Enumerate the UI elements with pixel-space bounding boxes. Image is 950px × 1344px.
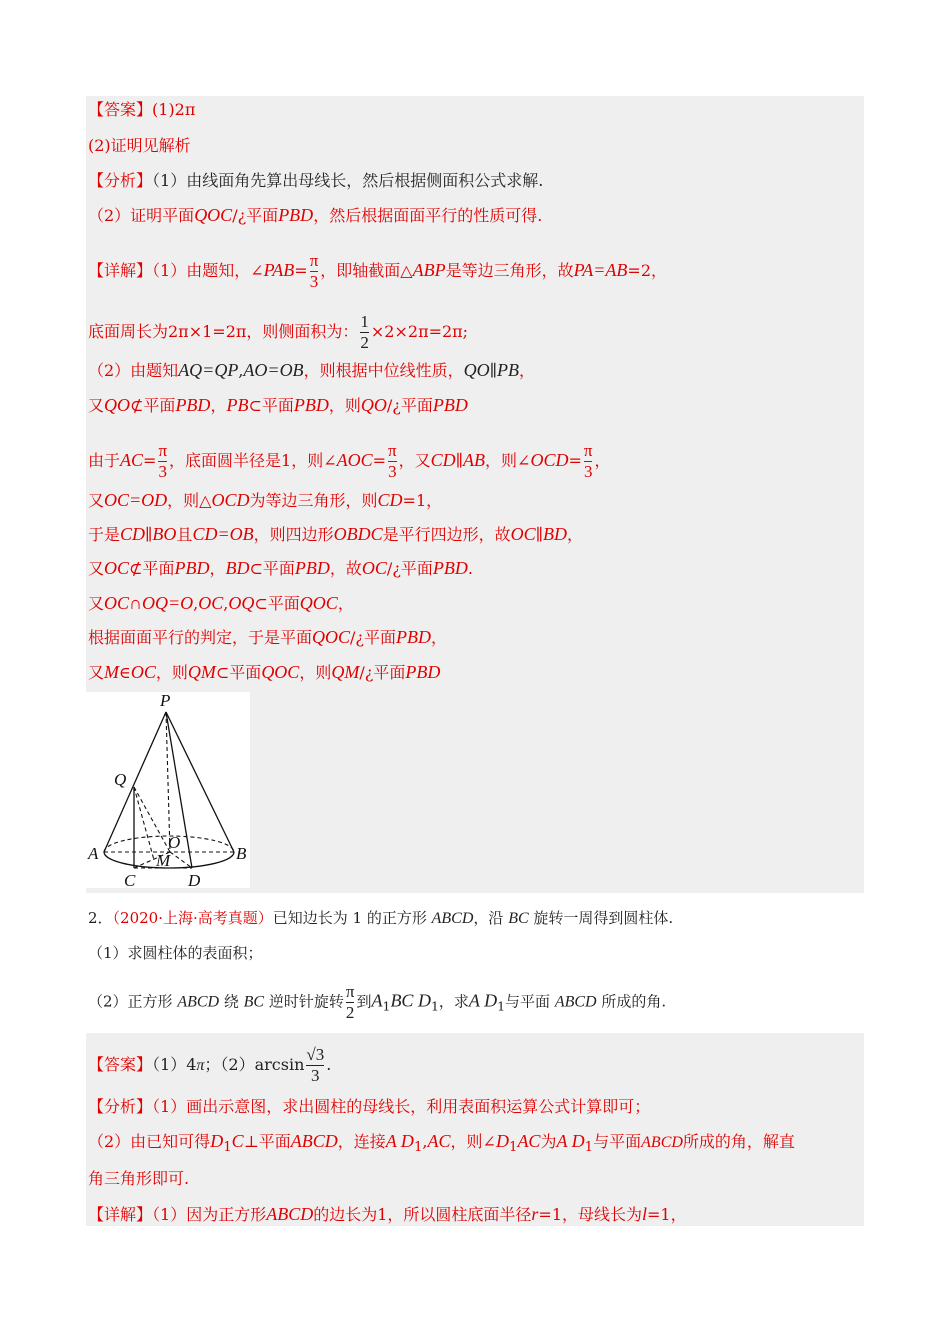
math: ∥ [145, 525, 153, 544]
math: ABP [412, 260, 446, 280]
math: PAB [263, 260, 295, 280]
detail-text: ，则根据中位线性质， [303, 361, 464, 380]
question-text: 绕 [219, 992, 244, 1011]
math: l [642, 1204, 648, 1224]
label-C: C [124, 871, 136, 888]
math: AB [463, 450, 486, 470]
question-2-stem [88, 907, 673, 928]
question-text: 与平面 [505, 992, 555, 1011]
detail-line-2 [88, 312, 468, 353]
math: D [210, 1131, 224, 1151]
detail-text: 又 [88, 491, 105, 510]
math: PBD [405, 662, 441, 682]
math: AOC [336, 450, 373, 470]
math: BD [543, 524, 568, 544]
math: π [196, 1057, 205, 1074]
math: , [223, 594, 229, 613]
frac-den: 3 [309, 272, 319, 291]
detail-line-5 [88, 441, 611, 482]
math: ∈ [119, 663, 131, 682]
segment-QM [134, 787, 154, 860]
detail-text: ，则△ [167, 491, 212, 510]
label-A: A [88, 844, 99, 863]
analysis-text: 与平面 [593, 1132, 642, 1151]
math: PBD [174, 558, 210, 578]
question-text: 逆时针旋转 [264, 992, 344, 1011]
detail-label: 【详解】 [88, 1205, 153, 1224]
detail-text: ，则∠ [485, 451, 531, 470]
detail-text: ，又 [398, 451, 431, 470]
detail-text: 且 [176, 525, 193, 544]
math: OC [361, 558, 387, 578]
analysis-text: （1）画出示意图，求出圆柱的母线长，利用表面积运算公式计算即可； [152, 1097, 651, 1116]
math: ABCD [290, 1131, 338, 1151]
detail-text: /¿平面 [386, 559, 433, 578]
math: r [531, 1204, 539, 1224]
answer-part-1: (1)2π [152, 100, 196, 119]
detail-text: /¿平面 [386, 396, 433, 415]
answer-label: 【答案】 [88, 1055, 153, 1074]
detail-text: ，故 [329, 559, 362, 578]
detail-text: 为等边三角形，则 [249, 491, 378, 510]
detail-text: ⊄平面 [130, 396, 176, 415]
math: A D [556, 1131, 585, 1151]
detail-text: ，则 [155, 663, 188, 682]
math: BD [225, 558, 250, 578]
detail-text: ，则 [328, 396, 361, 415]
math: = [372, 451, 387, 470]
math: BC [508, 910, 529, 927]
detail-text: （1）因为正方形 [152, 1205, 267, 1224]
frac-den: 2 [345, 1003, 355, 1022]
detail-line-3 [88, 360, 535, 381]
question-text: ，沿 [473, 909, 509, 927]
math: CD [430, 450, 456, 470]
subscript: 1 [223, 1140, 232, 1156]
detail-text: 是等边三角形，故 [445, 261, 574, 280]
math: ABCD [431, 910, 474, 927]
question-source: （2020·上海·高考真题） [112, 909, 273, 927]
detail-text: ⊂平面 [249, 559, 295, 578]
detail-text: . [467, 559, 473, 578]
segment-OD [170, 852, 192, 868]
detail-text: ⊄平面 [129, 559, 175, 578]
math: ABCD [266, 1204, 314, 1224]
detail-text: （2）由题知 [88, 361, 179, 380]
frac-den: 2 [360, 333, 369, 352]
detail-text: 又 [88, 663, 105, 682]
math-pbd: PBD [278, 205, 314, 225]
subscript: 1 [508, 1140, 518, 1156]
analysis-text: 所成的角，解直 [682, 1132, 795, 1151]
analysis-text: 为 [540, 1132, 557, 1151]
detail-label: 【详解】 [88, 261, 153, 280]
math: OC [104, 558, 130, 578]
detail-text: ， [567, 525, 584, 544]
label-P: P [160, 692, 171, 710]
math: OBDC [333, 524, 383, 544]
math: OC [510, 524, 536, 544]
segment-QO [134, 787, 170, 852]
answer-text: ；（2）arcsin [204, 1055, 305, 1074]
math: OC [130, 662, 156, 682]
math: QO [104, 395, 131, 415]
detail-line-6 [88, 490, 442, 511]
detail-text: ， [594, 451, 611, 470]
detail-text: ×2×2π=2π; [370, 322, 469, 341]
detail-text: （1）由题知，∠ [152, 261, 264, 280]
question-text: 已知边长为 1 的正方形 [272, 909, 432, 927]
analysis-line-2 [88, 205, 542, 226]
analysis-line-1 [88, 171, 543, 191]
detail-text: 根据面面平行的判定，于是平面 [88, 628, 313, 647]
math-qoc: QOC [194, 205, 233, 225]
answer-text: . [326, 1055, 332, 1074]
subscript: 1 [382, 998, 391, 1014]
frac-den: 3 [311, 1066, 320, 1085]
fraction-pi-3 [388, 441, 397, 482]
analysis-text: ，连接 [337, 1132, 386, 1151]
question-text: ，求 [438, 992, 469, 1011]
math: QO [360, 395, 387, 415]
math: PBD [294, 558, 330, 578]
detail-line-8 [88, 558, 473, 579]
frac-den: 3 [583, 462, 593, 481]
math: ∥ [489, 361, 497, 380]
detail-text: ⊂平面 [248, 396, 294, 415]
q2-analysis-line-3 [88, 1169, 189, 1189]
detail-line-10 [88, 627, 447, 648]
question-text: 旋转一周得到圆柱体. [528, 909, 674, 927]
detail-text: 由于 [88, 451, 121, 470]
frac-num: π [345, 982, 355, 1001]
analysis-text-1: （1）由线面角先算出母线长，然后根据侧面积公式求解. [152, 171, 544, 190]
math: PBD [396, 627, 432, 647]
fraction-sqrt3-3 [306, 1045, 324, 1086]
label-M: M [156, 851, 171, 870]
detail-text: ，则 [299, 663, 332, 682]
math: BO [152, 524, 177, 544]
detail-text: 底面周长为2π×1=2π，则侧面积为： [88, 322, 359, 341]
answer-line-2 [88, 136, 191, 156]
frac-num: π [388, 441, 397, 460]
frac-num: π [309, 251, 319, 270]
detail-text: ，底面圆半径是1，则∠ [169, 451, 337, 470]
math: PB [496, 360, 519, 380]
math: OQ [228, 593, 255, 613]
detail-text: ， [209, 559, 226, 578]
label-B: B [236, 844, 247, 863]
answer-part-2: (2)证明见解析 [88, 136, 191, 155]
math: , [238, 361, 244, 380]
math: PB [226, 395, 249, 415]
math: CD [377, 490, 403, 510]
frac-num: 1 [360, 312, 369, 331]
math: AC [517, 1131, 541, 1151]
detail-text: ，即轴截面△ [320, 261, 413, 280]
math: PBD [293, 395, 329, 415]
math: OC∩OQ=O [104, 593, 194, 613]
subscript: 1 [413, 1140, 423, 1156]
math: QM [331, 662, 360, 682]
math: PBD [175, 395, 211, 415]
cone-figure [86, 692, 250, 888]
math: AO=OB [243, 360, 304, 380]
q2-answer-line [88, 1045, 331, 1086]
analysis-text: 角三角形即可. [88, 1169, 190, 1188]
detail-text: ， [518, 361, 535, 380]
math: D [495, 1131, 509, 1151]
math: A D [468, 990, 498, 1011]
math: = [143, 451, 157, 470]
frac-num: π [158, 441, 168, 460]
analysis-text-2e: ，然后根据面面平行的性质可得. [313, 206, 543, 225]
math: OC=OD [104, 490, 168, 510]
subscript: 1 [430, 998, 439, 1014]
detail-text: ， [210, 396, 227, 415]
math: QOC [312, 627, 351, 647]
frac-den: 3 [388, 462, 397, 481]
detail-line-1 [88, 251, 667, 292]
detail-text: =1，母线长为 [538, 1205, 642, 1224]
math: ∥ [535, 525, 544, 544]
math: AC [427, 1131, 451, 1151]
question-number: 2． [88, 909, 113, 927]
parallel-symbol: /¿平面 [232, 206, 279, 225]
math: PBD [432, 558, 468, 578]
analysis-text: ，则∠ [450, 1132, 496, 1151]
fraction-pi-3 [584, 441, 593, 482]
detail-text: 又 [88, 396, 105, 415]
math: OCD [530, 450, 569, 470]
question-text: 所成的角. [596, 992, 667, 1011]
math: QOC [261, 662, 300, 682]
math: , [193, 594, 199, 613]
question-text: （2）正方形 [88, 992, 178, 1011]
q2-analysis-line-1 [88, 1097, 650, 1117]
math: OCD [211, 490, 250, 510]
math: ABCD [177, 993, 220, 1011]
math: QM [187, 662, 216, 682]
math: ∥ [455, 451, 464, 470]
math: CD=OB [192, 524, 254, 544]
detail-text: ，则四边形 [253, 525, 334, 544]
math: = [294, 261, 308, 280]
math: PA=AB [573, 260, 628, 280]
detail-text: =1， [402, 491, 443, 510]
answer-line-1 [88, 100, 195, 120]
detail-line-11 [88, 662, 440, 683]
math: ABCD [641, 1134, 683, 1151]
answer-text: （1）4 [152, 1055, 197, 1074]
detail-text: 的边长为1，所以圆柱底面半径 [313, 1205, 532, 1224]
analysis-label: 【分析】 [88, 1097, 153, 1116]
fraction-pi-2 [346, 982, 355, 1023]
subscript: 1 [497, 998, 506, 1014]
math: M [104, 662, 120, 682]
answer-label: 【答案】 [88, 100, 153, 119]
detail-text: =2， [627, 261, 668, 280]
math: C [231, 1131, 244, 1151]
fraction-pi-3 [310, 251, 319, 292]
math: = [568, 451, 582, 470]
analysis-text-2a: （2）证明平面 [88, 206, 195, 225]
analysis-text: ⊥平面 [243, 1132, 291, 1151]
analysis-label: 【分析】 [88, 171, 153, 190]
detail-text: 于是 [88, 525, 121, 544]
math: OC [198, 593, 224, 613]
detail-line-7 [88, 524, 583, 545]
detail-text: ， [431, 628, 448, 647]
frac-num: π [583, 441, 593, 460]
math: BC [243, 993, 265, 1011]
math: CD [120, 524, 146, 544]
label-O: O [168, 833, 181, 852]
detail-text: ⊂平面 [254, 594, 300, 613]
question-text: 到 [356, 992, 372, 1011]
question-2-part-2 [88, 982, 666, 1023]
detail-text: ⊂平面 [215, 663, 262, 682]
fraction-pi-3 [158, 441, 167, 482]
detail-line-4 [88, 395, 468, 416]
frac-den: 3 [158, 462, 167, 481]
detail-text: 又 [88, 594, 105, 613]
detail-text: ， [337, 594, 354, 613]
q2-analysis-line-2 [88, 1131, 795, 1158]
math: A [371, 990, 383, 1011]
math-arc-ac: AC [120, 450, 144, 470]
edge-PB [166, 712, 234, 852]
detail-text: 是平行四边形，故 [382, 525, 511, 544]
math: A D [385, 1131, 414, 1151]
fraction-1-2 [360, 312, 369, 353]
label-Q: Q [114, 770, 127, 789]
math: , [422, 1132, 428, 1151]
math: BC D [390, 990, 431, 1011]
question-2-part-1 [88, 942, 263, 963]
detail-line-9 [88, 593, 354, 614]
detail-text: /¿平面 [359, 663, 406, 682]
math: QO [463, 360, 490, 380]
math: QOC [299, 593, 338, 613]
detail-text: =1， [647, 1205, 687, 1224]
frac-num: √3 [306, 1045, 325, 1064]
analysis-text: （2）由已知可得 [88, 1132, 211, 1151]
label-D: D [188, 871, 201, 888]
cone-diagram [86, 692, 250, 888]
detail-text: /¿平面 [350, 628, 397, 647]
math: ABCD [554, 993, 597, 1011]
detail-text: 又 [88, 559, 105, 578]
question-text: （1）求圆柱体的表面积； [88, 944, 263, 962]
q2-detail-line-1 [88, 1204, 687, 1225]
subscript: 1 [584, 1140, 594, 1156]
math: AQ=QP [178, 360, 239, 380]
math: PBD [432, 395, 468, 415]
